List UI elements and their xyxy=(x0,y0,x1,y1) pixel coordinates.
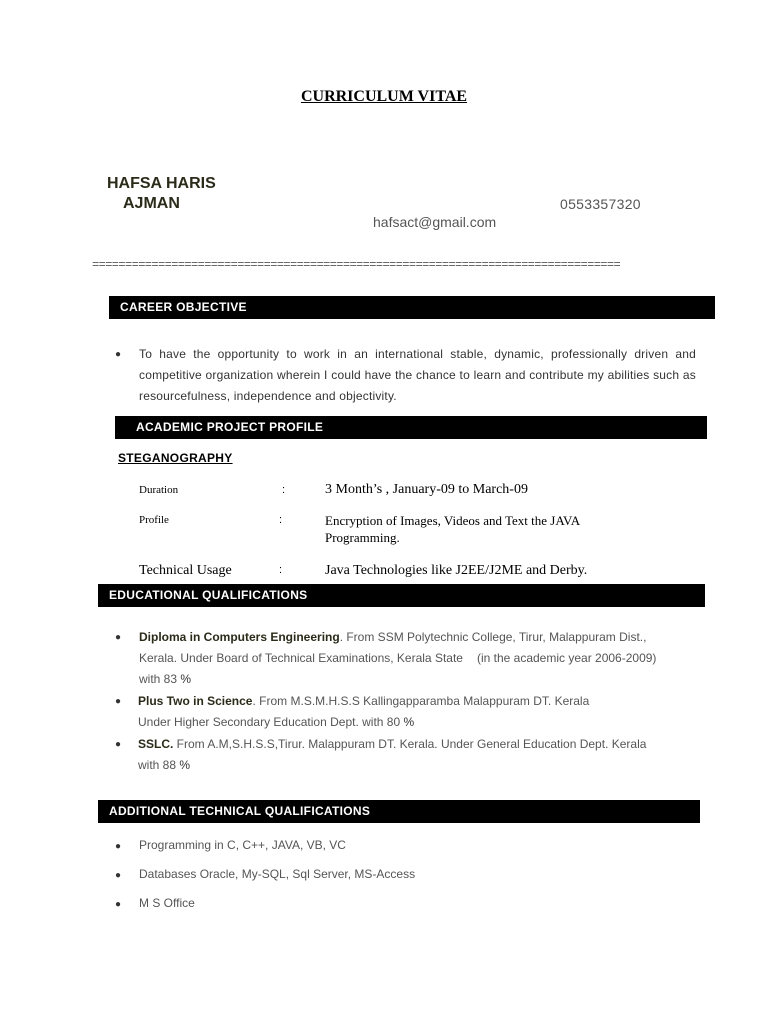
career-objective-heading: CAREER OBJECTIVE xyxy=(109,296,715,319)
bullet-icon: ● xyxy=(115,349,122,360)
bullet-icon: ● xyxy=(115,899,122,910)
project-profile-colon: : xyxy=(279,514,283,526)
edu-diploma-pct: % xyxy=(180,672,192,686)
bullet-icon: ● xyxy=(115,739,122,750)
project-duration-colon: : xyxy=(282,484,286,496)
skill-ms-office: M S Office xyxy=(139,896,195,910)
education-heading: EDUCATIONAL QUALIFICATIONS xyxy=(98,584,705,607)
edu-plus-two-title: Plus Two in Science xyxy=(138,694,253,708)
edu-diploma-title: Diploma in Computers Engineering xyxy=(139,630,340,644)
edu-diploma-year: (in the academic year 2006-2009) xyxy=(476,651,657,665)
project-duration-label: Duration xyxy=(139,484,179,496)
document-title: CURRICULUM VITAE xyxy=(300,88,468,105)
bullet-icon: ● xyxy=(115,632,122,643)
edu-diploma-line2: Kerala. Under Board of Technical Examinations, Kerala State xyxy=(139,651,463,665)
academic-project-heading: ACADEMIC PROJECT PROFILE xyxy=(115,416,707,439)
edu-sslc-line1: From A.M,S.H.S.S,Tirur. Malappuram DT. Kerala. Under General Education Dept. Kerala xyxy=(173,737,647,751)
bullet-icon: ● xyxy=(115,696,122,707)
project-title: STEGANOGRAPHY xyxy=(118,451,233,465)
education-item-plus-two xyxy=(138,691,708,733)
candidate-phone: 0553357320 xyxy=(560,196,641,212)
project-usage-value: Java Technologies like J2EE/J2ME and Derby. xyxy=(325,563,588,578)
project-profile-label: Profile xyxy=(139,514,169,526)
additional-qualifications-heading: ADDITIONAL TECHNICAL QUALIFICATIONS xyxy=(98,800,700,823)
edu-sslc-line2: with 88 xyxy=(138,758,180,772)
candidate-email[interactable]: hafsact@gmail.com xyxy=(373,214,497,230)
career-objective-text: To have the opportunity to work in an international stable, dynamic, professionally driven and competitive organization wherein I could have the chance to learn and contribute my abilities such as resourcefulness, independence and objectivity. xyxy=(139,347,696,403)
edu-plus-two-line1: . From M.S.M.H.S.S Kallingapparamba Malappuram DT. Kerala xyxy=(252,694,590,708)
edu-plus-two-line2: Under Higher Secondary Education Dept. with 80 xyxy=(138,715,404,729)
skill-databases: Databases Oracle, My-SQL, Sql Server, MS-Access xyxy=(139,867,416,881)
project-usage-colon: : xyxy=(279,564,283,576)
education-item-diploma xyxy=(139,627,709,690)
project-duration-value: 3 Month’s , January-09 to March-09 xyxy=(325,482,528,497)
candidate-city: AJMAN xyxy=(123,195,180,212)
edu-plus-two-pct: % xyxy=(403,715,415,729)
project-usage-label: Technical Usage xyxy=(139,563,232,578)
project-profile-value: Encryption of Images, Videos and Text the JAVA Programming. xyxy=(325,513,580,545)
edu-diploma-line3: with 83 xyxy=(139,672,181,686)
skill-programming: Programming in C, C++, JAVA, VB, VC xyxy=(139,838,346,852)
header-divider: ================================================================================ xyxy=(92,258,621,272)
candidate-name: HAFSA HARIS xyxy=(107,175,216,192)
edu-sslc-title: SSLC. xyxy=(138,737,174,751)
bullet-icon: ● xyxy=(115,841,122,852)
edu-sslc-pct: % xyxy=(179,758,191,772)
edu-diploma-line1: . From SSM Polytechnic College, Tirur, Malappuram Dist., xyxy=(339,630,647,644)
education-item-sslc xyxy=(138,734,708,776)
bullet-icon: ● xyxy=(115,870,122,881)
